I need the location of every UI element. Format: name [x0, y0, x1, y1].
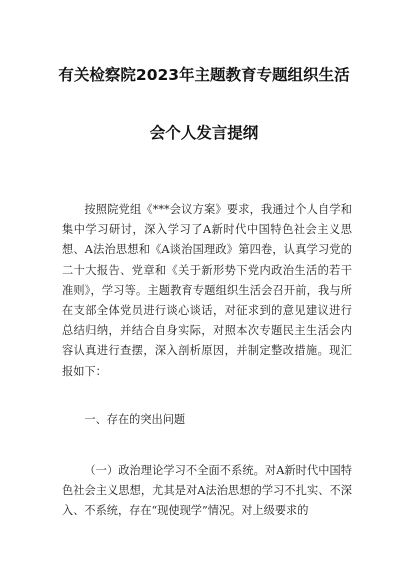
intro-paragraph: 按照院党组《***会议方案》要求，我通过个人自学和集中学习研讨，深入学习了A新时代中国特色社会主义思想、A法治思想和《A谈治国理政》第四卷，认真学习党的二十大报告、党章和《关于新形势下党内政治生活的若干准则》，学习等。主题教育专题组织生活会召开前，我与所在支部全体党员进行谈心谈话，对征求到的意见建议进行总结归纳，并结合自身实际，对照本次专题民主生活会内容认真进行查摆，深入剖析原因，并制定整改措施。现汇报如下： — [62, 203, 352, 378]
intro-paragraph-block — [62, 200, 352, 382]
section-heading: 一、存在的突出问题 — [84, 413, 186, 426]
subsection-paragraph-block — [62, 461, 352, 522]
document-title-line-2: 会个人发言提纲 — [149, 124, 259, 142]
document-title-line-1: 有关检察院2023年主题教育专题组织生活 — [58, 66, 350, 84]
subsection-paragraph: （一）政治理论学习不全面不系统。对A新时代中国特色社会主义思想，尤其是对A法治思想的学习不扎实、不深入、不系统，存在“现使现学”情况。对上级要求的 — [62, 464, 352, 518]
